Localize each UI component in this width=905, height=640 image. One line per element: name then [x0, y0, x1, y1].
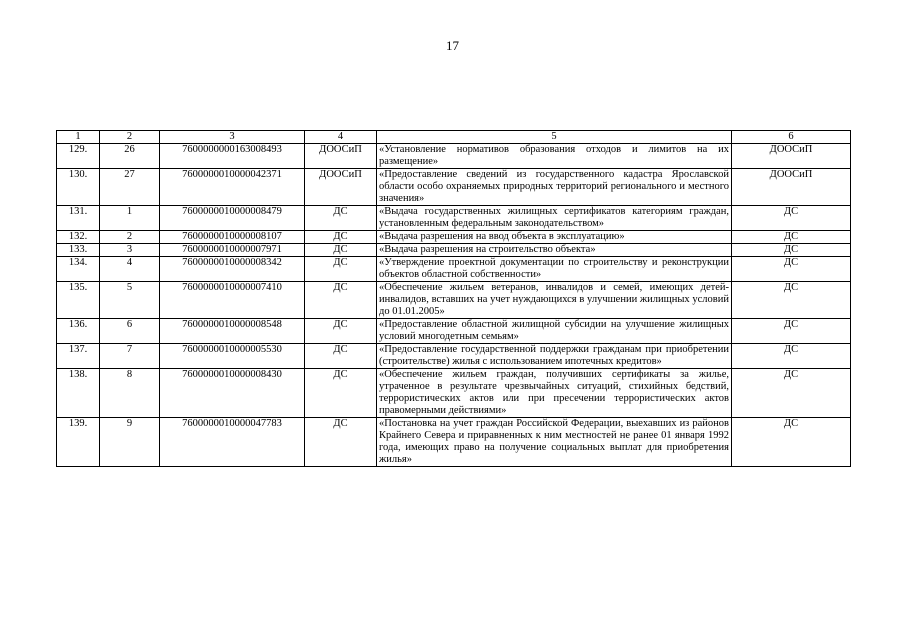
- service-name: «Установление нормативов образования отходов и лимитов на их размещение»: [377, 144, 732, 169]
- row-sub-number: 1: [100, 206, 160, 231]
- page-number: 17: [446, 38, 459, 53]
- row-number: 134.: [57, 257, 100, 282]
- row-number: 129.: [57, 144, 100, 169]
- service-name: «Постановка на учет граждан Российской Федерации, выехавших из районов Крайнего Севера и приравненных к ним местностей не ранее 01 января 1992 года, имеющих право на получение социальных выплат для приобретения жилья»: [377, 418, 732, 467]
- row-sub-number: 4: [100, 257, 160, 282]
- services-table: [56, 130, 851, 467]
- service-name: «Выдача государственных жилищных сертификатов категориям граждан, установленным федеральным законодательством»: [377, 206, 732, 231]
- column-header: 6: [732, 131, 851, 144]
- table-row: [57, 257, 851, 282]
- row-number: 135.: [57, 282, 100, 319]
- providing-body: ДС: [732, 418, 851, 467]
- providing-body: ДС: [732, 244, 851, 257]
- row-number: 137.: [57, 344, 100, 369]
- service-code: 7600000010000007971: [160, 244, 305, 257]
- column-header: 3: [160, 131, 305, 144]
- table-row: [57, 369, 851, 418]
- responsible-body: ДС: [305, 369, 377, 418]
- table-row: [57, 344, 851, 369]
- service-code: 7600000010000007410: [160, 282, 305, 319]
- row-number: 132.: [57, 231, 100, 244]
- row-number: 131.: [57, 206, 100, 231]
- row-number: 130.: [57, 169, 100, 206]
- row-number: 139.: [57, 418, 100, 467]
- row-sub-number: 27: [100, 169, 160, 206]
- row-sub-number: 6: [100, 319, 160, 344]
- column-header: 5: [377, 131, 732, 144]
- column-header: 1: [57, 131, 100, 144]
- responsible-body: ДС: [305, 282, 377, 319]
- table-row: [57, 319, 851, 344]
- row-sub-number: 8: [100, 369, 160, 418]
- service-code: 7600000010000005530: [160, 344, 305, 369]
- responsible-body: ДС: [305, 206, 377, 231]
- responsible-body: ДС: [305, 244, 377, 257]
- responsible-body: ДООСиП: [305, 144, 377, 169]
- row-sub-number: 9: [100, 418, 160, 467]
- service-code: 7600000010000047783: [160, 418, 305, 467]
- providing-body: ДС: [732, 319, 851, 344]
- row-sub-number: 5: [100, 282, 160, 319]
- service-code: 7600000010000008107: [160, 231, 305, 244]
- row-sub-number: 26: [100, 144, 160, 169]
- providing-body: ДС: [732, 231, 851, 244]
- responsible-body: ДООСиП: [305, 169, 377, 206]
- service-code: 7600000010000042371: [160, 169, 305, 206]
- service-code: 7600000010000008342: [160, 257, 305, 282]
- providing-body: ДС: [732, 257, 851, 282]
- service-code: 7600000010000008430: [160, 369, 305, 418]
- service-name: «Обеспечение жильем ветеранов, инвалидов и семей, имеющих детей-инвалидов, вставших на учет нуждающихся в улучшении жилищных условий до 01.01.2005»: [377, 282, 732, 319]
- service-name: «Выдача разрешения на строительство объекта»: [377, 244, 732, 257]
- table-row: [57, 418, 851, 467]
- service-name: «Утверждение проектной документации по строительству и реконструкции объектов областной собственности»: [377, 257, 732, 282]
- table-row: [57, 206, 851, 231]
- row-sub-number: 7: [100, 344, 160, 369]
- row-sub-number: 2: [100, 231, 160, 244]
- table-row: [57, 282, 851, 319]
- table-row: [57, 231, 851, 244]
- responsible-body: ДС: [305, 231, 377, 244]
- responsible-body: ДС: [305, 319, 377, 344]
- table-row: [57, 144, 851, 169]
- row-number: 136.: [57, 319, 100, 344]
- responsible-body: ДС: [305, 344, 377, 369]
- providing-body: ДС: [732, 206, 851, 231]
- providing-body: ДС: [732, 369, 851, 418]
- row-number: 138.: [57, 369, 100, 418]
- table-row: [57, 169, 851, 206]
- column-header: 2: [100, 131, 160, 144]
- row-sub-number: 3: [100, 244, 160, 257]
- providing-body: ДС: [732, 344, 851, 369]
- providing-body: ДООСиП: [732, 169, 851, 206]
- service-name: «Предоставление областной жилищной субсидии на улучшение жилищных условий многодетным семьям»: [377, 319, 732, 344]
- service-name: «Предоставление государственной поддержки гражданам при приобретении (строительстве) жилья с использованием ипотечных кредитов»: [377, 344, 732, 369]
- column-header: 4: [305, 131, 377, 144]
- service-name: «Выдача разрешения на ввод объекта в эксплуатацию»: [377, 231, 732, 244]
- service-code: 7600000010000008479: [160, 206, 305, 231]
- responsible-body: ДС: [305, 418, 377, 467]
- service-code: 7600000000163008493: [160, 144, 305, 169]
- service-name: «Предоставление сведений из государственного кадастра Ярославской области особо охраняемых природных территорий регионального и местного значения»: [377, 169, 732, 206]
- responsible-body: ДС: [305, 257, 377, 282]
- table-header-row: [57, 131, 851, 144]
- table-row: [57, 244, 851, 257]
- row-number: 133.: [57, 244, 100, 257]
- service-name: «Обеспечение жильем граждан, получивших сертификаты за жилье, утраченное в результате чрезвычайных ситуаций, стихийных бедствий, террористических актов или при пресечении террористических актов правомерными действиями»: [377, 369, 732, 418]
- service-code: 7600000010000008548: [160, 319, 305, 344]
- providing-body: ДООСиП: [732, 144, 851, 169]
- providing-body: ДС: [732, 282, 851, 319]
